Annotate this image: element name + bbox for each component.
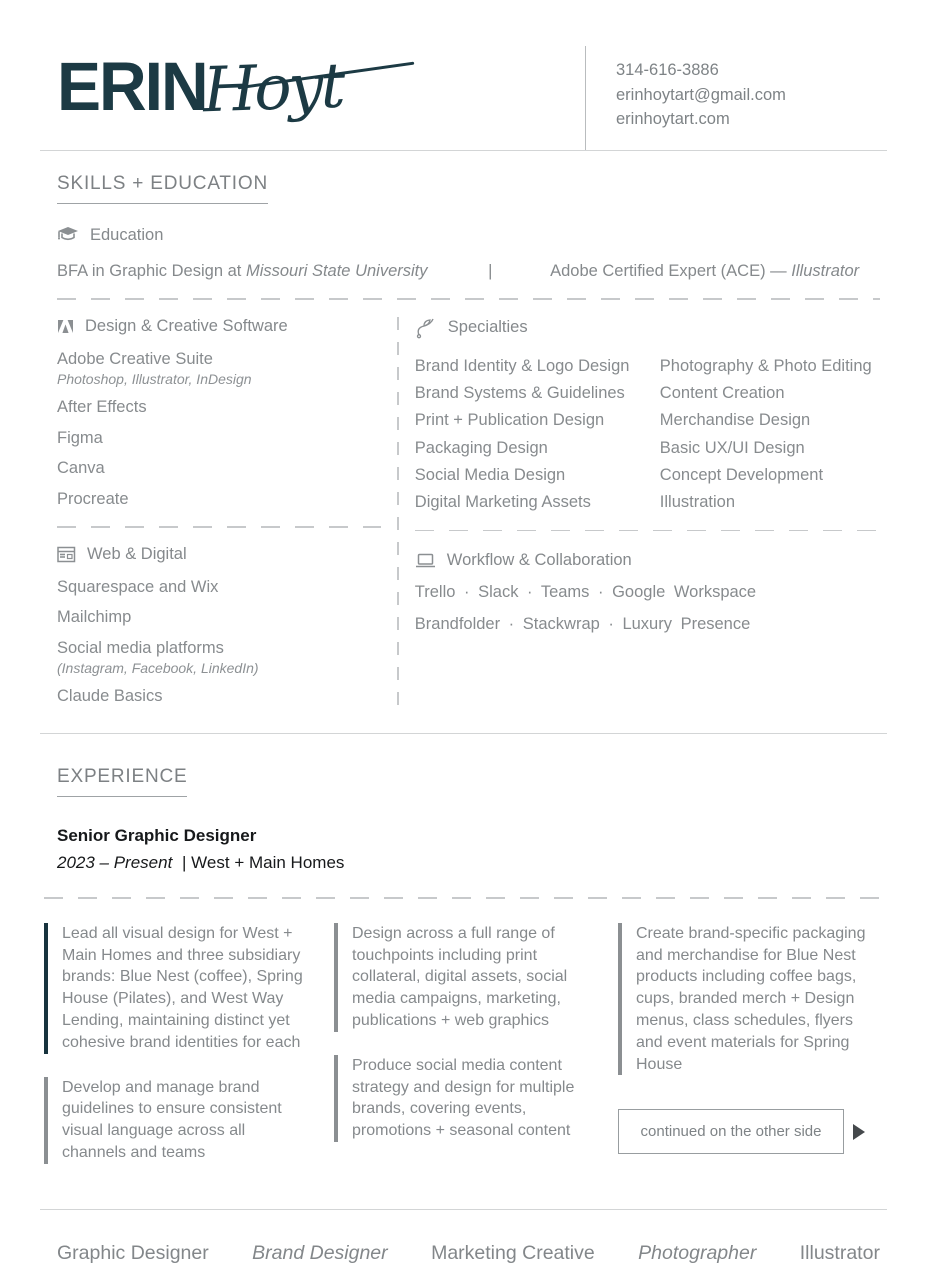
- education-separator: |: [488, 262, 493, 280]
- specialty-item: Social Media Design: [414, 465, 566, 484]
- workflow-group-header: [415, 551, 880, 570]
- software-item: Figma: [57, 428, 103, 447]
- specialty-item: Basic UX/UI Design: [659, 438, 805, 457]
- degree-text: BFA in Graphic Design at: [57, 262, 242, 280]
- workflow-tools-line: Brandfolder · Stackwrap · Luxury Presence: [414, 615, 751, 634]
- certification-text: Adobe Certified Expert (ACE) —: [550, 262, 787, 280]
- specialty-item: Merchandise Design: [659, 411, 811, 430]
- certification-detail: Illustrator: [791, 262, 860, 280]
- specialty-item: Brand Systems & Guidelines: [414, 384, 625, 403]
- dashed-rule: [415, 530, 878, 532]
- experience-bullet: Develop and manage brand guidelines to ensure consistent visual language across all channels and teams: [44, 1077, 306, 1164]
- experience-bullet: Design across a full range of touchpoints including print collateral, digital assets, social media campaigns, marketing, publications + web graphics: [334, 923, 590, 1032]
- job-company: | West + Main Homes: [182, 853, 345, 873]
- web-item: Mailchimp: [57, 608, 132, 627]
- arrow-right-icon: [853, 1124, 865, 1140]
- education-line: [57, 262, 880, 281]
- job-dates: 2023 – Present: [57, 853, 173, 873]
- dashed-rule: [57, 526, 381, 528]
- degree-school: Missouri State University: [245, 262, 428, 280]
- logo-last-name: Hoyt: [201, 48, 344, 127]
- web-item: Claude Basics: [57, 687, 163, 706]
- footer-role: Illustrator: [799, 1241, 880, 1264]
- browser-window-icon: [57, 546, 76, 563]
- dashed-rule: [57, 298, 880, 300]
- experience-columns: [44, 923, 880, 1187]
- software-group-header: [57, 317, 397, 336]
- job-meta: [57, 853, 880, 873]
- specialties-group-header: [415, 317, 880, 339]
- continued-label: continued on the other side: [640, 1123, 822, 1141]
- software-item-sub: Photoshop, Illustrator, InDesign: [57, 370, 252, 387]
- specialty-item: Illustration: [659, 493, 735, 512]
- pen-doodle-icon: [415, 317, 437, 339]
- experience-bullet: Create brand-specific packaging and merchandise for Blue Nest products including coffee bags, cups, branded merch + Design menus, class schedules, flyers and event materials for Spring House: [618, 923, 880, 1076]
- footer-roles: [0, 1210, 927, 1265]
- specialty-item: Brand Identity & Logo Design: [414, 356, 630, 375]
- logo: [57, 42, 585, 150]
- experience-section: [0, 734, 927, 1187]
- contact-website[interactable]: erinhoytart.com: [616, 110, 730, 128]
- software-item: After Effects: [57, 398, 147, 417]
- adobe-icon: [57, 319, 74, 334]
- experience-bullet: Produce social media content strategy and design for multiple brands, covering events, promotions + seasonal content: [334, 1055, 590, 1142]
- graduation-cap-icon: [57, 225, 79, 245]
- specialties-col-2: [660, 353, 880, 517]
- skills-right-column: [399, 317, 880, 707]
- specialty-item: Digital Marketing Assets: [414, 493, 591, 512]
- contact-phone: 314-616-3886: [616, 61, 719, 79]
- experience-section-title: EXPERIENCE: [57, 766, 187, 797]
- job-title: Senior Graphic Designer: [57, 826, 257, 846]
- web-item: Squarespace and Wix: [57, 577, 219, 596]
- skills-columns: [57, 317, 880, 707]
- web-item-sub: (Instagram, Facebook, LinkedIn): [57, 659, 259, 676]
- footer-role: Brand Designer: [252, 1241, 388, 1264]
- experience-bullet: Lead all visual design for West + Main Homes and three subsidiary brands: Blue Nest (coffee), Spring House (Pilates), and West Way Lending, maintaining distinct yet cohesive brand identities for each: [44, 923, 306, 1054]
- software-group-label: Design & Creative Software: [85, 316, 288, 335]
- experience-col-2: [334, 923, 590, 1187]
- skills-left-column: [57, 317, 397, 707]
- workflow-group-label: Workflow & Collaboration: [446, 551, 632, 570]
- specialty-item: Concept Development: [659, 465, 824, 484]
- specialties-group-label: Specialties: [447, 318, 528, 337]
- specialty-item: Content Creation: [659, 384, 785, 403]
- software-item: Procreate: [57, 489, 129, 508]
- specialties-grid: [415, 353, 880, 517]
- education-group-header: [57, 225, 880, 245]
- web-group-label: Web & Digital: [87, 544, 187, 563]
- header: [0, 0, 927, 150]
- skills-section-title: SKILLS + EDUCATION: [57, 173, 268, 204]
- software-item: Adobe Creative Suite Photoshop, Illustrator, InDesign: [57, 349, 397, 388]
- footer-role: Marketing Creative: [431, 1241, 595, 1264]
- experience-col-1: [44, 923, 306, 1187]
- continued-on-other-side-box: [618, 1109, 844, 1154]
- specialty-item: Print + Publication Design: [414, 411, 605, 430]
- job-entry: [57, 826, 880, 873]
- software-item: Canva: [57, 459, 105, 478]
- specialty-item: Packaging Design: [414, 438, 548, 457]
- footer-role: Photographer: [638, 1241, 757, 1264]
- dashed-rule: [44, 897, 886, 899]
- education-group-label: Education: [90, 225, 164, 244]
- footer-role: Graphic Designer: [57, 1241, 209, 1264]
- web-item: Social media platforms (Instagram, Facebook, LinkedIn): [57, 638, 397, 677]
- laptop-icon: [415, 553, 436, 569]
- skills-education-section: [0, 151, 927, 734]
- web-group-header: [57, 545, 397, 564]
- logo-first-name: ERIN: [57, 47, 207, 125]
- specialty-item: Photography & Photo Editing: [659, 356, 872, 375]
- specialties-col-1: [415, 353, 660, 517]
- workflow-tools-line: Trello · Slack · Teams · Google Workspace: [414, 583, 757, 602]
- experience-col-3: [618, 923, 880, 1187]
- contact-email[interactable]: erinhoytart@gmail.com: [616, 85, 786, 104]
- contact-block: [586, 42, 786, 150]
